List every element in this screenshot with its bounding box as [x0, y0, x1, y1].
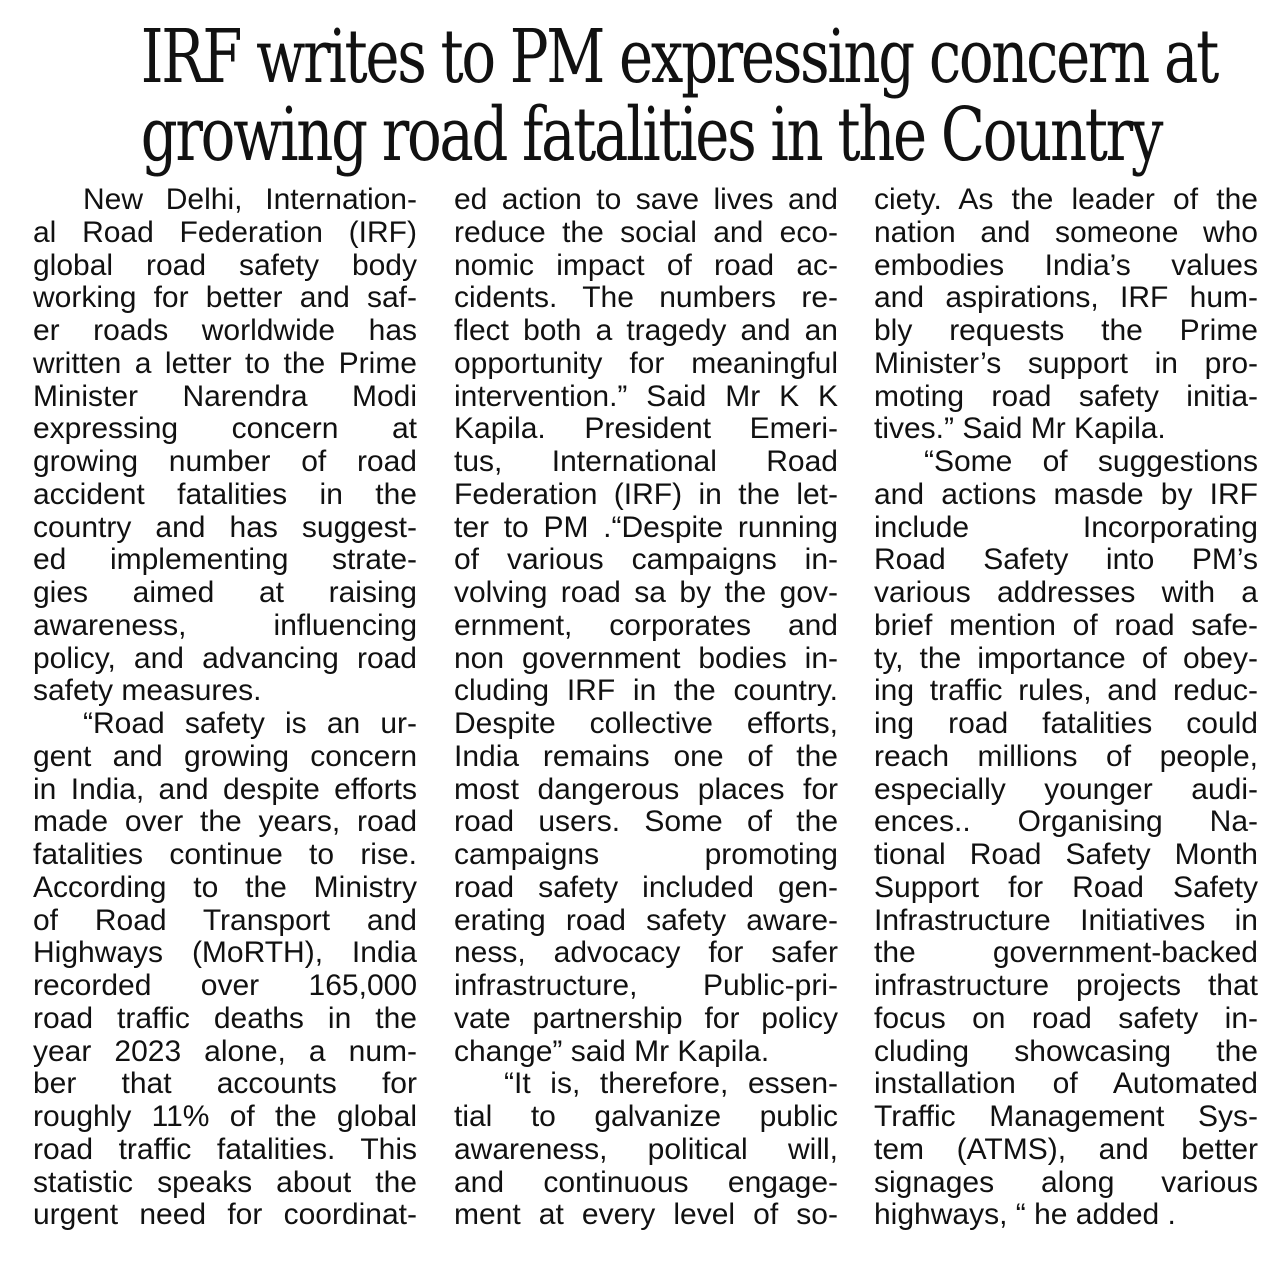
- article-column-1: [33, 184, 417, 1232]
- article-text-line: of Road Transport and: [33, 903, 417, 937]
- article-text-line: brief mention of road safe-: [874, 608, 1258, 642]
- article-text-line: the government-backed: [874, 936, 1258, 970]
- article-text-line: tus, International Road: [454, 445, 838, 478]
- article-text-line: most dangerous places for: [454, 772, 838, 806]
- article-text-line: growing number of road: [33, 445, 417, 478]
- article-text-line: vate partnership for policy: [454, 1001, 838, 1035]
- article-text-line: Traffic Management Sys-: [874, 1100, 1258, 1133]
- article-text-line: cidents. The numbers re-: [454, 281, 838, 315]
- article-text-line: and actions masde by IRF: [874, 477, 1258, 511]
- article-text-line: and continuous engage-: [454, 1165, 838, 1199]
- article-text-line: in India, and despite efforts: [33, 772, 417, 806]
- article-text-line: opportunity for meaningful: [454, 346, 838, 380]
- article-text-line: awareness, political will,: [454, 1132, 838, 1166]
- article-text-line: moting road safety initia-: [874, 379, 1258, 413]
- article-text-line: road traffic deaths in the: [33, 1001, 417, 1035]
- article-text-line: especially younger audi-: [874, 772, 1258, 806]
- article-text-line: working for better and saf-: [33, 281, 417, 315]
- headline-line-1: IRF writes to PM expressing concern at: [140, 14, 1217, 100]
- article-text-line: Infrastructure Initiatives in: [874, 903, 1258, 937]
- article-text-line: recorded over 165,000: [33, 969, 417, 1002]
- article-text-line: ing road fatalities could: [874, 707, 1258, 740]
- article-text-line: “Some of suggestions: [924, 445, 1258, 478]
- article-text-line: of various campaigns in-: [454, 543, 838, 577]
- article-text-line: expressing concern at: [33, 412, 417, 446]
- article-text-line: safety measures.: [33, 674, 262, 708]
- article-text-line: infrastructure, Public-pri-: [454, 969, 838, 1002]
- article-text-line: er roads worldwide has: [33, 314, 417, 347]
- article-text-line: made over the years, road: [33, 805, 417, 839]
- article-text-line: gies aimed at raising: [33, 576, 417, 609]
- article-text-line: Kapila. President Emeri-: [454, 412, 838, 446]
- article-text-line: tives.” Said Mr Kapila.: [874, 412, 1166, 446]
- article-text-line: ed implementing strate-: [33, 543, 417, 577]
- article-text-line: non government bodies in-: [454, 641, 838, 675]
- article-text-line: include Incorporating: [874, 510, 1258, 544]
- article-text-line: tional Road Safety Month: [874, 838, 1258, 871]
- article-text-line: Road Safety into PM’s: [874, 543, 1258, 577]
- article-text-line: road safety included gen-: [454, 870, 838, 904]
- article-text-line: intervention.” Said Mr K K: [454, 379, 838, 413]
- article-text-line: “It is, therefore, essen-: [504, 1067, 838, 1101]
- article-text-line: Minister’s support in pro-: [874, 346, 1258, 380]
- article-text-line: cluding IRF in the country.: [454, 674, 838, 708]
- headline: [140, 14, 1217, 178]
- article-text-line: ter to PM .“Despite running: [454, 510, 838, 544]
- article-text-line: gent and growing concern: [33, 739, 417, 773]
- article-text-line: erating road safety aware-: [454, 903, 838, 937]
- article-text-line: installation of Automated: [874, 1067, 1258, 1101]
- article-text-line: New Delhi, Internation-: [83, 183, 417, 216]
- article-text-line: Despite collective efforts,: [454, 707, 838, 740]
- article-text-line: flect both a tragedy and an: [454, 314, 838, 347]
- article-text-line: highways, “ he added .: [874, 1198, 1176, 1232]
- article-text-line: nation and someone who: [874, 215, 1258, 249]
- article-text-line: India remains one of the: [454, 739, 838, 773]
- article-text-line: urgent need for coordinat-: [33, 1198, 417, 1232]
- article-text-line: focus on road safety in-: [874, 1001, 1258, 1035]
- article-text-line: policy, and advancing road: [33, 641, 417, 675]
- article-text-line: ences.. Organising Na-: [874, 805, 1258, 839]
- article-text-line: al Road Federation (IRF): [33, 215, 417, 249]
- article-text-line: accident fatalities in the: [33, 477, 417, 511]
- article-text-line: statistic speaks about the: [33, 1165, 417, 1199]
- article-text-line: ciety. As the leader of the: [874, 183, 1258, 216]
- article-text-line: and aspirations, IRF hum-: [874, 281, 1258, 315]
- article-text-line: ed action to save lives and: [454, 183, 838, 216]
- article-text-line: ernment, corporates and: [454, 608, 838, 642]
- article-text-line: fatalities continue to rise.: [33, 838, 417, 871]
- headline-line-2: growing road fatalities in the Country: [140, 92, 1162, 178]
- article-text-line: bly requests the Prime: [874, 314, 1258, 347]
- article-text-line: nomic impact of road ac-: [454, 248, 838, 282]
- article-text-line: global road safety body: [33, 248, 417, 282]
- article-text-line: reach millions of people,: [874, 739, 1258, 773]
- article-text-line: ment at every level of so-: [454, 1198, 838, 1232]
- article-text-line: country and has suggest-: [33, 510, 417, 544]
- article-text-line: signages along various: [874, 1165, 1258, 1199]
- article-text-line: roughly 11% of the global: [33, 1100, 417, 1133]
- article-text-line: written a letter to the Prime: [33, 346, 417, 380]
- article-text-line: tial to galvanize public: [454, 1100, 838, 1133]
- article-text-line: Highways (MoRTH), India: [33, 936, 417, 970]
- article-column-2: [454, 184, 838, 1232]
- article-text-line: ber that accounts for: [33, 1067, 417, 1101]
- article-text-line: volving road sa by the gov-: [454, 576, 838, 609]
- article-text-line: tem (ATMS), and better: [874, 1132, 1258, 1166]
- article-text-line: ty, the importance of obey-: [874, 641, 1258, 675]
- article-text-line: reduce the social and eco-: [454, 215, 838, 249]
- article-text-line: various addresses with a: [874, 576, 1258, 609]
- article-text-line: cluding showcasing the: [874, 1034, 1258, 1068]
- article-column-3: [874, 184, 1258, 1232]
- article-text-line: campaigns promoting: [454, 838, 838, 871]
- article-text-line: ness, advocacy for safer: [454, 936, 838, 970]
- article-text-line: road traffic fatalities. This: [33, 1132, 417, 1166]
- article-text-line: Minister Narendra Modi: [33, 379, 417, 413]
- article-text-line: According to the Ministry: [33, 870, 417, 904]
- article-text-line: embodies India’s values: [874, 248, 1258, 282]
- article-text-line: road users. Some of the: [454, 805, 838, 839]
- article-text-line: Support for Road Safety: [874, 870, 1258, 904]
- article-text-line: change” said Mr Kapila.: [454, 1034, 770, 1068]
- article-text-line: year 2023 alone, a num-: [33, 1034, 417, 1068]
- article-text-line: ing traffic rules, and reduc-: [874, 674, 1258, 708]
- article-text-line: awareness, influencing: [33, 608, 417, 642]
- article-text-line: Federation (IRF) in the let-: [454, 477, 838, 511]
- article-text-line: infrastructure projects that: [874, 969, 1258, 1002]
- article-text-line: “Road safety is an ur-: [83, 707, 417, 740]
